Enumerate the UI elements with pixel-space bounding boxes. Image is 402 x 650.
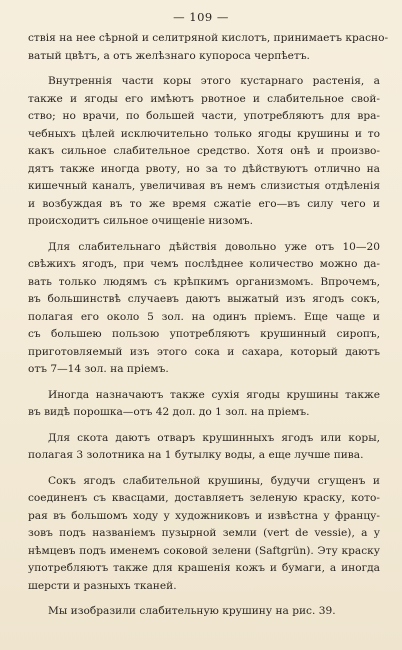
text-line: кишечный каналъ, увеличивая въ немъ слизистыя отдѣленія xyxy=(28,180,380,192)
paragraph xyxy=(28,30,389,65)
text-line: соединенъ съ квасцами, доставляетъ зеленую краску, кото- xyxy=(28,492,380,504)
paragraph xyxy=(28,73,380,231)
text-line: ствія на нее сѣрной и селитряной кислотъ, принимаетъ красно- xyxy=(28,32,389,44)
text-line: и возбуждая въ то же время сжатіе его—въ силу чего и xyxy=(28,197,380,210)
text-line: какъ сильное слабительное средство. Хотя онѣ и произво- xyxy=(28,145,380,157)
text-line: зовъ подъ названіемъ пузырной земли (vert de vessie), а у xyxy=(28,527,380,539)
text-line: полагая 3 золотника на 1 бутылку воды, а еще лучше пива. xyxy=(28,449,364,461)
text-line: шерсти и разныхъ тканей. xyxy=(28,579,177,592)
text-line: рая въ большомъ ходу у художниковъ и извѣстна у францу- xyxy=(28,509,380,522)
text-line: дятъ также иногда рвоту, но за то дѣйствуютъ отлично на xyxy=(28,162,380,175)
text-line: приготовляемый изъ этого сока и сахара, который даютъ xyxy=(28,345,380,358)
text-line: употребляютъ также для крашенія кожъ и бумаги, а иногда xyxy=(28,562,380,574)
body-text xyxy=(28,30,389,629)
text-line: Внутреннія части коры этого кустарнаго растенія, а xyxy=(48,75,380,87)
text-line: въ видѣ порошка—отъ 42 дол. до 1 зол. на пріемъ. xyxy=(28,406,310,418)
text-line: нѣмцевъ подъ именемъ соковой зелени (Saftgrün). Эту краску xyxy=(28,544,380,557)
text-line: въ большинствѣ случаевъ даютъ выжатый изъ ягодъ сокъ, xyxy=(28,293,380,305)
paragraph xyxy=(28,387,380,422)
text-line: Мы изобразили слабительную крушину на рис. 39. xyxy=(48,605,336,617)
paragraph xyxy=(28,603,380,621)
text-line: отъ 7—14 зол. на пріемъ. xyxy=(28,363,169,375)
text-line: Сокъ ягодъ слабительной крушины, будучи сгущенъ и xyxy=(48,474,380,487)
text-line: происходитъ сильное очищеніе низомъ. xyxy=(28,215,253,227)
text-line: свѣжихъ ягодъ, при чемъ послѣднее количество можно да- xyxy=(28,258,380,270)
text-line: вать только людямъ съ крѣпкимъ организмомъ. Впрочемъ, xyxy=(28,275,380,288)
paragraph xyxy=(28,239,380,379)
paragraph xyxy=(28,430,380,465)
text-line: Для слабительнаго дѣйствія довольно уже отъ 10—20 xyxy=(48,240,380,253)
text-line: чебныхъ цѣлей исключительно только ягоды крушины и то xyxy=(28,127,380,140)
paragraph xyxy=(28,473,380,596)
text-line: Для скота даютъ отваръ крушинныхъ ягодъ или коры, xyxy=(48,431,380,444)
text-line: съ большею пользою употребляютъ крушинный сиропъ, xyxy=(28,328,380,340)
text-line: ватый цвѣтъ, а отъ желѣзнаго купороса черпѣетъ. xyxy=(28,49,310,62)
page-number: — 109 — xyxy=(173,10,229,24)
text-line: также и ягоды его имѣютъ рвотное и слабительное свой- xyxy=(28,92,380,105)
text-line: Иногда назначаютъ также сухія ягоды крушины также xyxy=(48,388,380,401)
text-line: полагая его около 5 зол. на одинъ пріемъ. Еще чаще и xyxy=(28,310,380,323)
text-line: ство; но врачи, по большей части, употребляютъ для вра- xyxy=(28,110,380,122)
